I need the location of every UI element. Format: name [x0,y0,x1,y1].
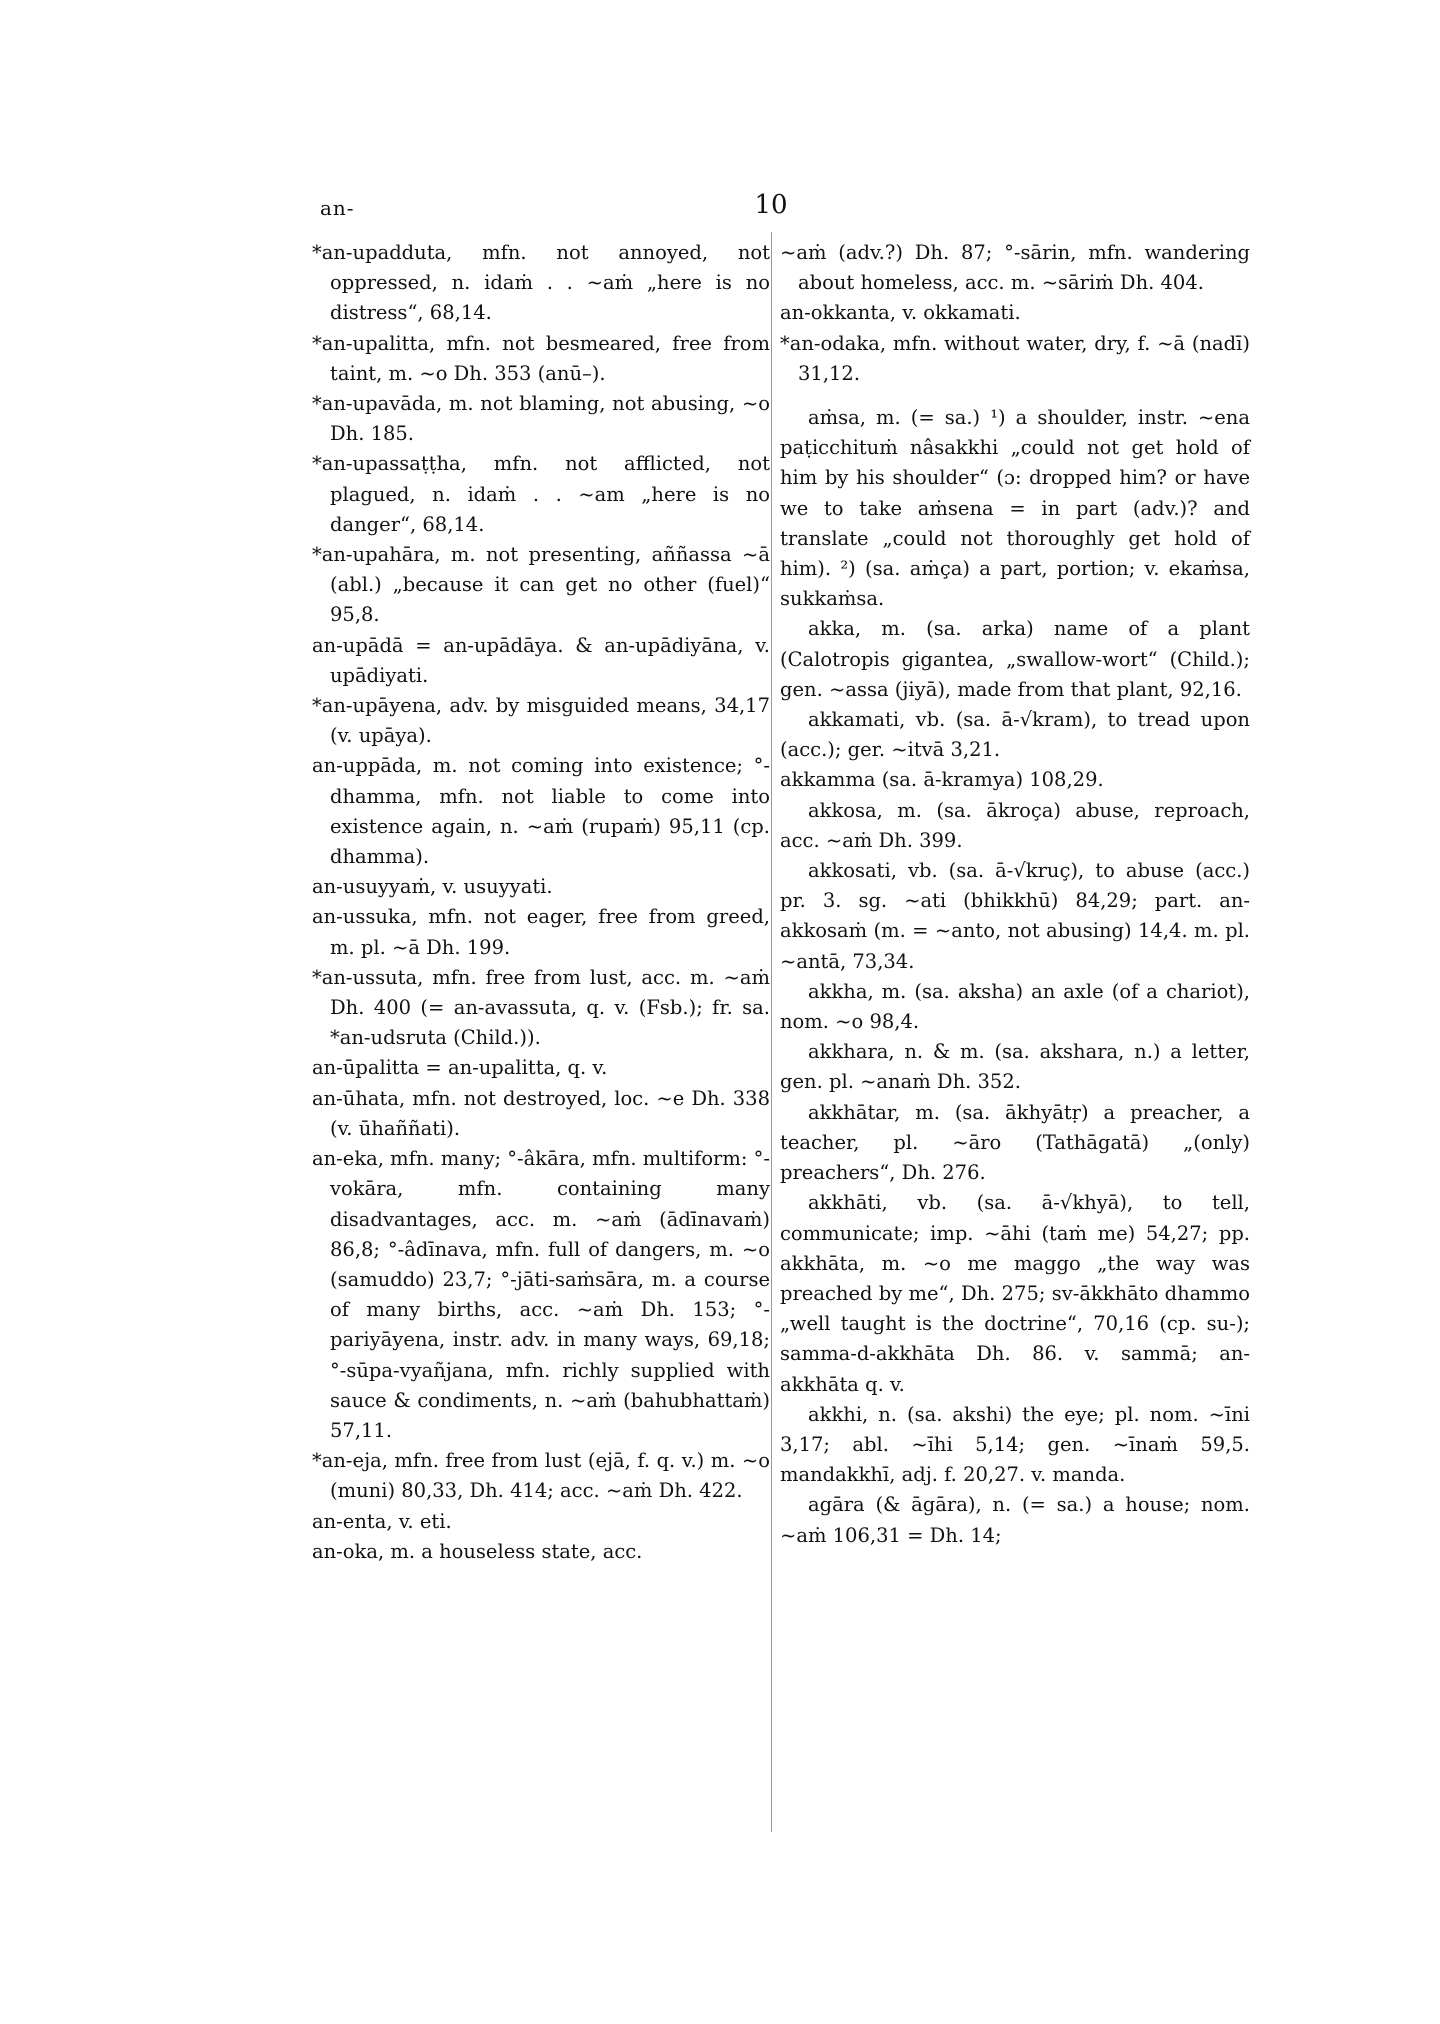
dictionary-entry: an-ūhata, mfn. not destroyed, loc. ~e Dh. 338 (v. ūhaññati). [312,1086,770,1140]
dictionary-entry: akkhātar, m. (sa. ākhyātṛ) a preacher, a teacher, pl. ~āro (Tathāgatā) „(only) preachers“, Dh. 276. [780,1100,1250,1185]
dictionary-entry: *an-upahāra, m. not presenting, aññassa ~ā (abl.) „because it can get no other (fuel)“ 95,8. [312,543,770,627]
dictionary-entry: aṁsa, m. (= sa.) ¹) a shoulder, instr. ~ena paṭicchituṁ nâsakkhi „could not get hold of him by his shoulder“ (ɔ: dropped him? or have we to take aṁsena = in part (adv.)? and translate „could not thoroughly get hold of him). ²) (sa. aṁça) a part, portion; v. ekaṁsa, sukkaṁsa. [780,406,1250,611]
running-head: an- [320,196,355,220]
dictionary-entry: akkosati, vb. (sa. ā-√kruç), to abuse (acc.) pr. 3. sg. ~ati (bhikkhū) 84,29; part. an-akkosaṁ (m. = ~anto, not abusing) 14,4. m. pl. ~antā, 73,34. [780,859,1250,973]
dictionary-entry: an-oka, m. a houseless state, acc. [312,1539,643,1563]
page-number: 10 [754,190,788,220]
dictionary-entry: *an-upassaṭṭha, mfn. not afflicted, not plagued, n. idaṁ . . ~am „here is no danger“, 68,14. [312,452,770,536]
dictionary-entry: agāra (& āgāra), n. (= sa.) a house; nom. ~aṁ 106,31 = Dh. 14; [780,1493,1250,1547]
dictionary-entry: an-okkanta, v. okkamati. [780,301,1021,325]
dictionary-entry: akka, m. (sa. arka) name of a plant (Calotropis gigantea, „swallow-wort“ (Child.); gen. ~assa (jiyā), made from that plant, 92,16. [780,617,1250,701]
dictionary-entry: an-enta, v. eti. [312,1509,452,1533]
dictionary-entry: an-usuyyaṁ, v. usuyyati. [312,875,553,899]
dictionary-entry: an-ūpalitta = an-upalitta, q. v. [312,1056,608,1080]
dictionary-entry: *an-ussuta, mfn. free from lust, acc. m. ~aṁ Dh. 400 (= an-avassuta, q. v. (Fsb.); fr. sa. *an-udsruta (Child.)). [312,965,770,1050]
dictionary-entry: akkha, m. (sa. aksha) an axle (of a chariot), nom. ~o 98,4. [780,979,1250,1034]
dictionary-entry: *an-odaka, mfn. without water, dry, f. ~ā (nadī) 31,12. [780,331,1250,385]
right-column [780,238,1250,1551]
dictionary-entry: an-eka, mfn. many; °-âkāra, mfn. multiform: °-vokāra, mfn. containing many disadvantages, acc. m. ~aṁ (ādīnavaṁ) 86,8; °-âdīnava, mfn. full of dangers, m. ~o (samuddo) 23,7; °-jāti-saṁsāra, m. a course of many births, acc. ~aṁ Dh. 153; °-pariyāyena, instr. adv. in many ways, 69,18; °-sūpa-vyañjana, mfn. richly supplied with sauce & condiments, n. ~aṁ (bahubhattaṁ) 57,11. [312,1147,770,1442]
dictionary-entry: akkamati, vb. (sa. ā-√kram), to tread upon (acc.); ger. ~itvā 3,21. [780,708,1250,762]
page-header [0,190,1440,230]
dictionary-entry: akkhāti, vb. (sa. ā-√khyā), to tell, communicate; imp. ~āhi (taṁ me) 54,27; pp. akkhāta, m. ~o me maggo „the way was preached by me“, Dh. 275; sv-ākkhāto dhammo „well taught is the doctrine“, 70,16 (cp. su-); samma-d-akkhāta Dh. 86. v. sammā; an-akkhāta q. v. [780,1191,1250,1396]
dictionary-entry: *an-upadduta, mfn. not annoyed, not oppressed, n. idaṁ . . ~aṁ „here is no distress“, 68,14. [312,241,770,325]
column-divider [771,232,772,1832]
dictionary-entry: an-uppāda, m. not coming into existence; °-dhamma, mfn. not liable to come into existence again, n. ~aṁ (rupaṁ) 95,11 (cp. dhamma). [312,754,770,869]
dictionary-entry: akkamma (sa. ā-kramya) 108,29. [780,768,1104,792]
dictionary-entry: an-upādā = an-upādāya. & an-upādiyāna, v. upādiyati. [312,633,770,687]
dictionary-entry: *an-upavāda, m. not blaming, not abusing, ~o Dh. 185. [312,392,770,446]
dictionary-entry: akkhi, n. (sa. akshi) the eye; pl. nom. ~īni 3,17; abl. ~īhi 5,14; gen. ~īnaṁ 59,5. mandakkhī, adj. f. 20,27. v. manda. [780,1402,1250,1487]
dictionary-entry: an-ussuka, mfn. not eager, free from greed, m. pl. ~ā Dh. 199. [312,905,770,959]
dictionary-entry: *an-eja, mfn. free from lust (ejā, f. q. v.) m. ~o (muni) 80,33, Dh. 414; acc. ~aṁ Dh. 422. [312,1449,770,1503]
dictionary-entry: ~aṁ (adv.?) Dh. 87; °-sārin, mfn. wandering about homeless, acc. m. ~sāriṁ Dh. 404. [780,241,1250,295]
dictionary-entry: *an-upāyena, adv. by misguided means, 34,17 (v. upāya). [312,694,770,748]
left-column [312,238,770,1567]
dictionary-entry: akkosa, m. (sa. ākroça) abuse, reproach, acc. ~aṁ Dh. 399. [780,798,1250,852]
dictionary-entry: akkhara, n. & m. (sa. akshara, n.) a letter, gen. pl. ~anaṁ Dh. 352. [780,1040,1250,1094]
dictionary-entry: *an-upalitta, mfn. not besmeared, free from taint, m. ~o Dh. 353 (anū–). [312,331,770,385]
